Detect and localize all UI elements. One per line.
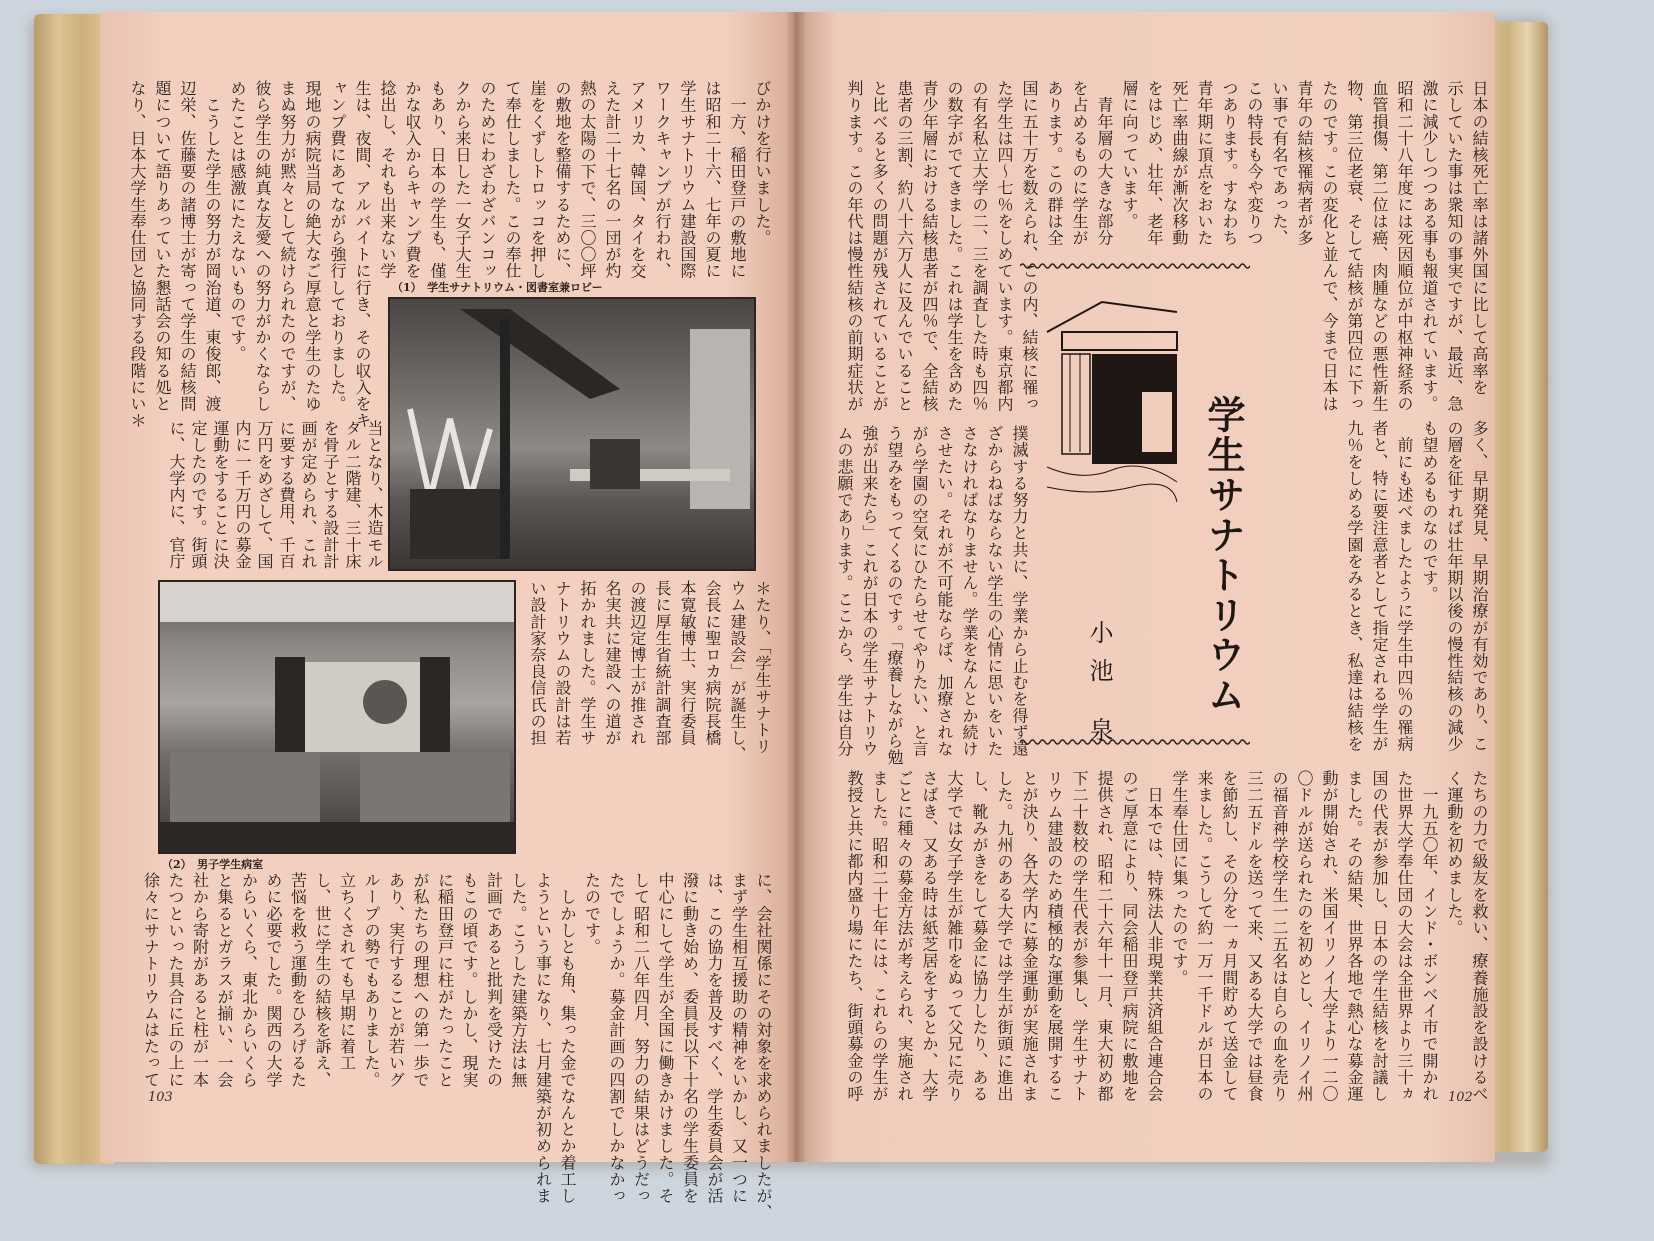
text-column: 国に五十万を数えられ、この内、結核に罹っ [1020, 80, 1039, 412]
text-column: 崖をくずしトロッコを押し [528, 80, 547, 280]
text-column: ャンプ費にあてながら強行しておりました。 [328, 80, 347, 412]
text-column: 彼ら学生の純真な友愛への努力がかくならし [253, 80, 272, 412]
text-column: リウム建設のため積極的な運動を展開するこ [1045, 770, 1064, 1102]
text-column: たのです。 [582, 872, 602, 955]
text-column: 中心にして学生が全国に働きかけました。そ [656, 872, 675, 1204]
text-column: 判ります。この年代は慢性結核の前期症状が [845, 80, 864, 412]
text-column: 立ちくされても早期に着工 [337, 872, 357, 1072]
text-column: させたい。それが不可能ならば、加療されな [935, 425, 954, 757]
text-column: 患者の三割、約八十六万人に及んでいること [895, 80, 914, 412]
text-column: ごとに種々の募金方法が考えられ、実施され [895, 770, 914, 1102]
text-column: からいくら、東北からいくら [239, 872, 259, 1088]
text-column: い事で有名であった、 [1270, 80, 1289, 246]
text-column: ざからねばならない学生の心情に思いをいた [985, 425, 1004, 757]
text-column: ループの勢でもありました。 [362, 872, 381, 1088]
text-column: 学生奉仕団に集ったのです。 [1170, 770, 1189, 986]
text-column: クから来日した一女子大生 [453, 80, 472, 280]
wavy-divider-bottom [1020, 738, 1250, 746]
text-column: い設計家奈良信氏の担 [528, 580, 547, 746]
book-gutter [785, 12, 807, 1162]
staircase-photo-image [390, 299, 754, 569]
text-column: 提供され、昭和二十六年十一月、東大初め都 [1095, 770, 1114, 1102]
text-column: 示していた事は衆知の事実ですが、最近、急 [1445, 80, 1464, 412]
text-column: ウム建設会」が誕生し、 [728, 580, 747, 763]
text-column: 会長に聖ロカ病院長橋 [703, 580, 722, 746]
text-column: ました。その結果、世界各地で熱心な募金運 [1345, 770, 1364, 1102]
text-column: 層に向っています。 [1120, 80, 1139, 230]
text-column: 苦悩を救う運動をひろげるた [288, 872, 308, 1088]
text-column: 辺栄、佐藤要の諸博士が寄って学生の結核問 [178, 80, 197, 412]
text-column: の渡辺定博士が推され [628, 580, 647, 746]
text-column: 現地の病院当局の絶大なご厚意と学生のたゆ [303, 80, 322, 412]
photo-male-ward [158, 580, 516, 854]
photo-library-lobby [388, 297, 756, 571]
ward-photo-image [160, 582, 514, 852]
text-column: 生は、夜間、アルバイトに行き、その収入をキ [353, 80, 372, 429]
text-column: たつといった具合に丘の上に [166, 872, 185, 1088]
text-column: しかしとも角、集った金でなんとか着工し [558, 872, 577, 1204]
left-side-text [525, 580, 775, 763]
text-column: と集るとガラスが揃い、一会 [215, 872, 234, 1088]
text-column: 〇ドルが送られたのを初めとし、イリノイ州 [1295, 770, 1314, 1102]
text-column: 物、第三位老衰、そして結核が第四位に下っ [1345, 80, 1364, 412]
text-column: めに必要でした。関西の大学 [264, 872, 283, 1088]
text-column: あります。この群は全 [1045, 80, 1064, 246]
text-column: 大学では女子学生が雑巾をぬって父兄に売り [945, 770, 964, 1102]
right-middle-right-text [1342, 420, 1492, 752]
text-column: して昭和二八年四月、努力の結果はどうだっ [631, 872, 651, 1204]
photo1-caption: （1） 学生サナトリウム・図書室兼ロビー [392, 281, 603, 294]
text-column: なり、日本大学生奉仕団と協同する段階にい＊ [128, 80, 147, 429]
text-column: 教授と共に都内盛り場にたち、街頭募金の呼 [845, 770, 864, 1102]
text-column: ＊たり、「学生サナトリ [753, 580, 772, 755]
text-column: まぬ努力が黙々として続けられたのですが、 [278, 80, 297, 412]
text-column: 九％をしめる学園をみるとき、私達は結核を [1345, 420, 1364, 752]
text-column: 万円をめざして、国 [255, 420, 274, 570]
text-column: まず学生相互援助の精神をいかし、又一つに [729, 872, 749, 1204]
text-column: て奉仕しました。この奉仕 [503, 80, 522, 280]
page-number-right: 102 [1448, 1090, 1473, 1105]
text-column: に要する費用、千百 [277, 420, 296, 570]
text-column: ました。昭和二十七年には、これらの学生が [870, 770, 889, 1102]
text-column: 強が出来たら」これが日本の学生サナトリウ [860, 425, 879, 757]
text-column: 撲滅する努力と共に、学業から止むを得ず遠 [1010, 425, 1029, 757]
text-column: 拓かれました。学生サ [578, 580, 597, 746]
text-column: 名実共に建設への道が [603, 580, 622, 746]
text-column: した。九州のある大学では学生が街頭に進出 [995, 770, 1014, 1102]
right-middle-left-text [832, 425, 1032, 766]
text-column: 学生サナトリウム建設国際 [678, 80, 697, 280]
text-column: アメリカ、韓国、タイを交 [628, 80, 647, 280]
text-column: 血管損傷、第二位は癌、肉腫などの悪性新生 [1370, 80, 1389, 412]
text-column: もあり、日本の学生も、僅 [428, 80, 447, 280]
text-column: 運動をすることに決 [211, 420, 230, 570]
text-column: たのです。この変化と並んで、今まで日本は [1320, 80, 1339, 412]
text-column: に稲田登戸に柱がたったこと [435, 872, 455, 1088]
text-column: 本寛敏博士、実行委員 [678, 580, 697, 746]
text-column: さなければなりません。学業をなんとか続け [960, 425, 979, 757]
text-column: 画が定められ、これ [299, 420, 318, 570]
text-column: 熱の太陽の下で、三〇〇坪 [578, 80, 597, 280]
text-column: つあります。すなわち [1220, 80, 1239, 246]
text-column: 青年層の大きな部分 [1095, 80, 1114, 246]
text-column: 一九五〇年、インド・ボンベイ市で開かれ [1420, 770, 1439, 1102]
text-column: のご厚意により、同会稲田登戸病院に敷地を [1120, 770, 1139, 1102]
text-column: 内に一千万円の募金 [233, 420, 252, 570]
text-column: 者と、特に要注意者として指定される学生が [1370, 420, 1389, 752]
text-column: 死亡率曲線が漸次移動 [1170, 80, 1189, 246]
text-column: 青少年層における結核患者が四％で、全結核 [920, 80, 939, 412]
text-column: こうした学生の努力が岡治道、東俊郎、渡 [203, 80, 222, 412]
text-column: 捻出し、それも出来ない学 [378, 80, 397, 280]
text-column: し、世に学生の結核を訴え、 [313, 872, 332, 1088]
text-column: に、大学内に、官庁 [167, 420, 186, 570]
text-column: たでしょうか。募金計画の四割でしかなかっ [607, 872, 626, 1204]
text-column: 青年期に頂点をおいた [1195, 80, 1214, 246]
text-column: 多く、早期発見、早期治療が有効であり、こ [1470, 420, 1489, 752]
text-column: の有名私立大学の二、三を調査した時も四％ [970, 80, 989, 412]
text-column: た世界大学奉仕団の大会は全世界より三十ヵ [1395, 770, 1414, 1102]
page-number-left: 103 [148, 1090, 173, 1105]
text-column: く運動を初めました。 [1445, 770, 1464, 936]
text-column: 日本の結核死亡率は諸外国に比して高率を [1470, 80, 1489, 396]
text-column: と比べると多くの問題が残されていることが [870, 80, 889, 412]
photo2-caption: （2） 男子学生病室 [162, 858, 264, 871]
text-column: う望みをもってくるのです。「療養しながら勉 [885, 425, 904, 766]
text-column: 来ました。こうして約一万一千ドルが日本の [1195, 770, 1214, 1102]
text-column: 動が開始され、米国イリノイ大学より一二〇 [1320, 770, 1339, 1102]
text-column: した。こうした建築方法は無 [509, 872, 528, 1088]
text-column: が私たちの理想への第一歩で [411, 872, 430, 1088]
text-column: を節約し、その分を一ヵ月間貯めて送金して [1220, 770, 1239, 1102]
text-column: タル二階建、三十床 [343, 420, 362, 570]
text-column: さばき、又ある時は紙芝居をするとか、大学 [920, 770, 939, 1102]
wavy-divider-top [1020, 262, 1250, 270]
article-author: 小池 泉 [1085, 620, 1113, 756]
text-column: 定したのです。街頭 [189, 420, 208, 570]
text-column: も望めるものなのです。 [1420, 420, 1439, 603]
text-column: 昭和二十八年度には死因順位が中枢神経系の [1395, 80, 1414, 412]
text-column: は昭和二十六、七年の夏に [703, 80, 722, 280]
text-column: 潑に動き始め、委員長以下十名の学生委員を [680, 872, 700, 1204]
text-column: ようという事になり、七月建築が初められま [533, 872, 553, 1204]
text-column: 下二十数校の学生代表が参集し、学生サナト [1070, 770, 1089, 1102]
text-column: 日本では、特殊法人非現業共済組合連合会 [1145, 770, 1164, 1102]
article-title: 学生サナトリウム [1201, 395, 1245, 715]
text-column: を骨子とする設計計 [321, 420, 340, 570]
text-column: 社から寄附があると柱が一本 [190, 872, 210, 1088]
text-column: 三二五ドルを送って来、又ある大学では昼食 [1245, 770, 1264, 1102]
text-column: かな収入からキャンプ費を [403, 80, 422, 280]
text-column: ワークキャンプが行われ、 [653, 80, 672, 280]
text-column: えた計二十七名の一団が灼 [603, 80, 622, 280]
text-column: をはじめ、壮年、老年 [1145, 80, 1164, 246]
sanatorium-building-illustration [1042, 292, 1182, 512]
text-column: 前にも述べましたように学生中四％の罹病 [1395, 420, 1414, 752]
text-column: がら学園の空気にひたらせてやりたい、と言 [910, 425, 929, 757]
text-column: の数字がでてきました。これは学生を含めた [945, 80, 964, 412]
text-column: を占めるものに学生が [1070, 80, 1089, 246]
text-column: ムの悲願であります。ここから、学生は自分 [835, 425, 854, 757]
text-column: し、靴みがきをして募金に協力したり、ある [970, 770, 989, 1102]
text-column: 長に厚生省統計調査部 [653, 580, 672, 746]
text-column: 計画であると批判を受けたの [484, 872, 504, 1088]
text-column: は、この協力を普及すべく、学生委員会が活 [705, 872, 724, 1204]
text-column: めたことは感激にたえないものです。 [228, 80, 247, 363]
text-column: 国の代表が参加し、日本の学生結核を討議し [1370, 770, 1389, 1102]
text-column: の福音神学校学生一二五名は自らの血を売り [1270, 770, 1289, 1102]
text-column: に、会社関係にその対象を求められましたが、 [754, 872, 773, 1221]
text-column: 徐々にサナトリウムはたって [141, 872, 161, 1088]
text-column: 一方、稲田登戸の敷地に [728, 80, 747, 280]
text-column: この特長も今や変りつ [1245, 80, 1264, 246]
text-column: あり、実行することが若いグ [386, 872, 406, 1088]
left-bottom-text [138, 872, 775, 1221]
text-column: のためにわざわざバンコッ [478, 80, 497, 280]
text-column: ナトリウムの設計は若 [553, 580, 572, 746]
text-column: 激に減少しつつある事も報道されています。 [1420, 80, 1439, 412]
text-column: 題について語りあっていた懇話会の知る処と [153, 80, 172, 412]
text-column: たちの力で級友を救い、療養施設を設けるべ [1470, 770, 1489, 1102]
text-column: 当となり、木造モル [365, 420, 384, 570]
text-column: とが決り、各大学内に募金運動が実施されま [1020, 770, 1039, 1102]
text-column: た学生は四〜七％をしめています。東京都内 [995, 80, 1014, 412]
text-column: 青年の結核罹病者が多 [1295, 80, 1314, 246]
text-column: の敷地を整備するために、 [553, 80, 572, 280]
right-bottom-text [842, 770, 1492, 1102]
text-column: もこの頃です。しかし、現実 [460, 872, 479, 1088]
text-column: の層を征すれば壮年期以後の慢性結核の減少 [1445, 420, 1464, 752]
text-column: びかけを行いました。 [753, 80, 772, 246]
left-middle-text [165, 420, 385, 569]
